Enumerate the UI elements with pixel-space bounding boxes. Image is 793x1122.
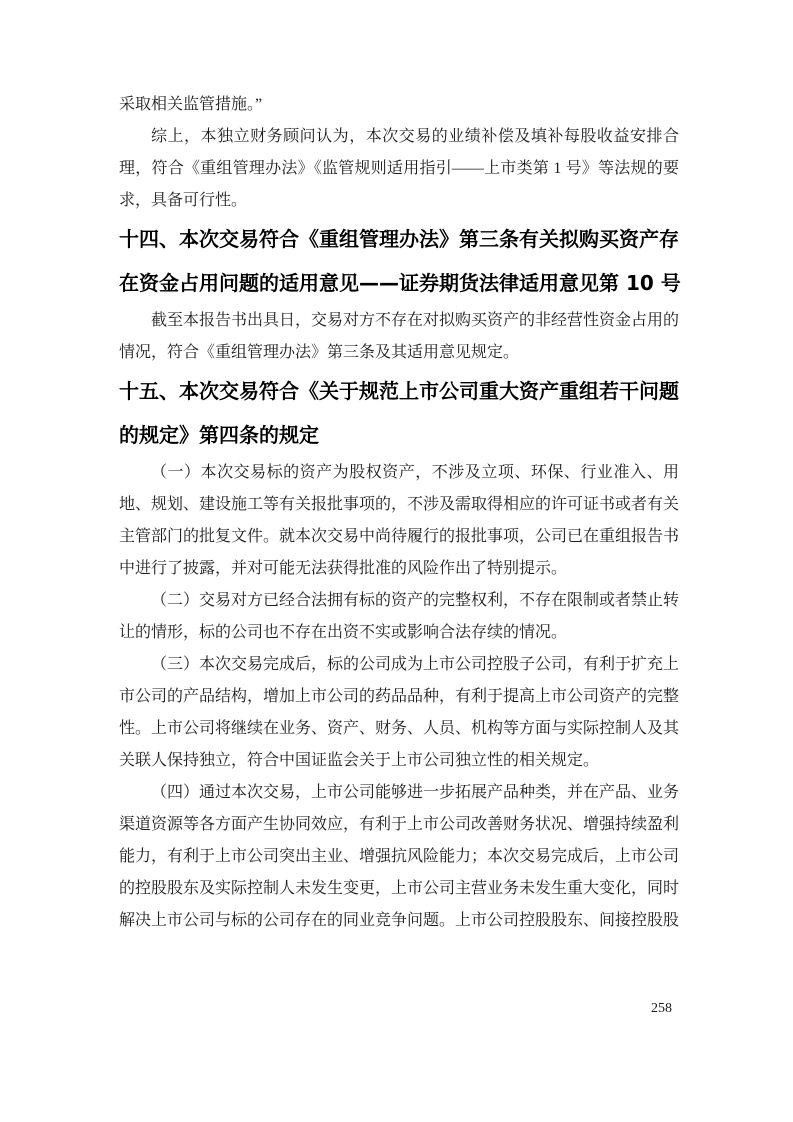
paragraph-continuation: 采取相关监管措施。” (119, 96, 263, 113)
section-15-item-1: （一）本次交易标的资产为股权资产，不涉及立项、环保、行业准入、用地、规划、建设施工等有关报批事项的，不涉及需取得相应的许可证书或者有关主管部门的批复文件。就本次交易中尚待履行的报批事项，公司已在重组报告书中进行了披露，并对可能无法获得批准的风险作出了特别提示。 (119, 464, 680, 577)
section-15-item-3: （三）本次交易完成后，标的公司成为上市公司控股子公司，有利于扩充上市公司的产品结构，增加上市公司的药品品种，有利于提高上市公司资产的完整性。上市公司将继续在业务、资产、财务、人员、机构等方面与实际控制人及其关联人保持独立，符合中国证监会关于上市公司独立性的相关规定。 (119, 656, 680, 769)
page-number: 258 (651, 1001, 672, 1016)
section-15-heading-line-2: 的规定》第四条的规定 (119, 423, 319, 447)
section-14-heading-line-1: 十四、本次交易符合《重组管理办法》第三条有关拟购买资产存 (119, 227, 679, 251)
section-15-item-4: （四）通过本次交易，上市公司能够进一步拓展产品种类，并在产品、业务渠道资源等各方面产生协同效应，有利于上市公司改善财务状况、增强持续盈利能力，有利于上市公司突出主业、增强抗风险能力；本次交易完成后，上市公司的控股股东及实际控制人未发生变更，上市公司主营业务未发生重大变化，同时解决上市公司与标的公司存在的同业竞争问题。上市公司控股股东、间接控股股 (119, 784, 680, 929)
section-14-paragraph: 截至本报告书出具日，交易对方不存在对拟购买资产的非经营性资金占用的情况，符合《重组管理办法》第三条及其适用意见规定。 (119, 312, 680, 361)
section-15-heading (119, 369, 679, 457)
section-14-heading (119, 217, 679, 305)
paragraph-advisor-conclusion: 综上，本独立财务顾问认为，本次交易的业绩补偿及填补每股收益安排合理，符合《重组管理办法》《监管规则适用指引——上市类第 1 号》等法规的要求，具备可行性。 (119, 128, 679, 209)
section-14-heading-line-2: 在资金占用问题的适用意见——证券期货法律适用意见第 10 号 (119, 271, 681, 295)
section-15-heading-line-1: 十五、本次交易符合《关于规范上市公司重大资产重组若干问题 (119, 379, 679, 403)
section-15-item-2: （二）交易对方已经合法拥有标的资产的完整权利，不存在限制或者禁止转让的情形，标的公司也不存在出资不实或影响合法存续的情况。 (119, 592, 680, 641)
